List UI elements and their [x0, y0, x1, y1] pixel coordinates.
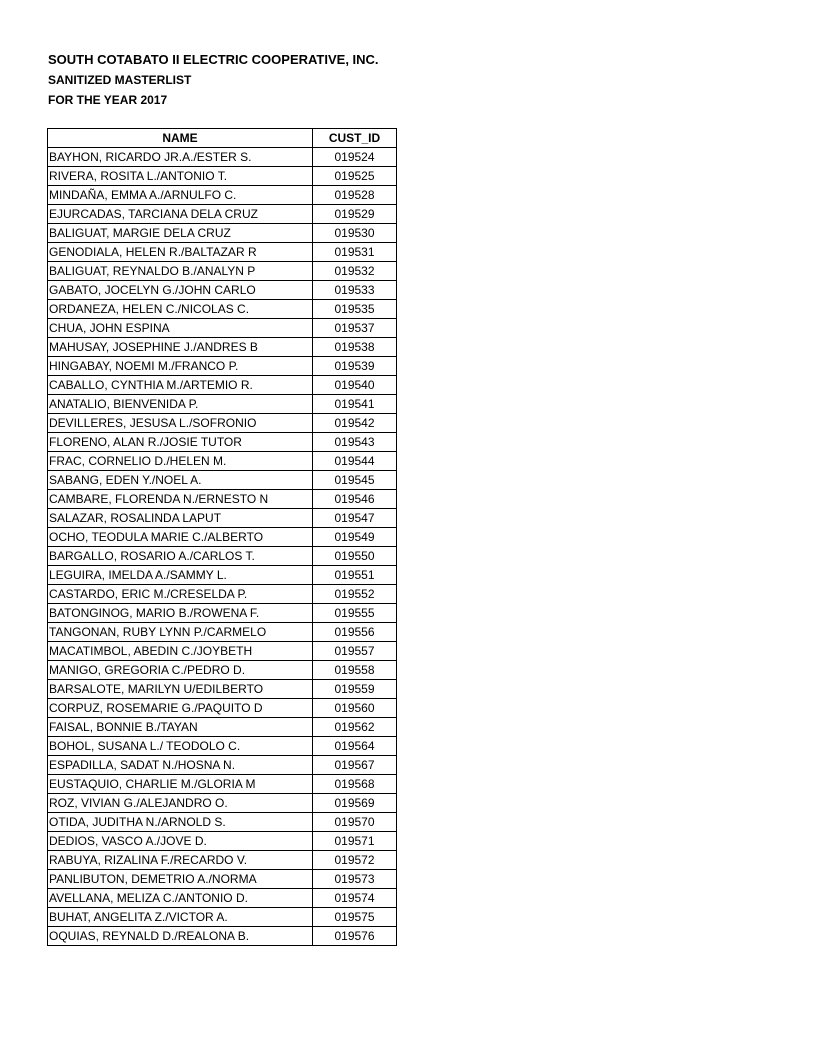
document-subtitle: SANITIZED MASTERLIST: [48, 73, 192, 87]
customer-name-cell: BATONGINOG, MARIO B./ROWENA F.: [48, 604, 313, 623]
customer-id-cell: 019540: [313, 376, 397, 395]
customer-id-cell: 019558: [313, 661, 397, 680]
table-row: [48, 262, 397, 281]
customer-name-cell: ANATALIO, BIENVENIDA P.: [48, 395, 313, 414]
table-row: [48, 471, 397, 490]
table-row: [48, 205, 397, 224]
customer-id-cell: 019572: [313, 851, 397, 870]
table-row: [48, 832, 397, 851]
column-header-cust-id: CUST_ID: [313, 129, 397, 148]
customer-id-cell: 019550: [313, 547, 397, 566]
customer-id-cell: 019574: [313, 889, 397, 908]
table-row: [48, 243, 397, 262]
customer-name-cell: SABANG, EDEN Y./NOEL A.: [48, 471, 313, 490]
customer-name-cell: RIVERA, ROSITA L./ANTONIO T.: [48, 167, 313, 186]
column-header-name: NAME: [48, 129, 313, 148]
customer-name-cell: EJURCADAS, TARCIANA DELA CRUZ: [48, 205, 313, 224]
table-row: [48, 224, 397, 243]
customer-name-cell: GABATO, JOCELYN G./JOHN CARLO: [48, 281, 313, 300]
table-row: [48, 281, 397, 300]
table-row: [48, 566, 397, 585]
customer-name-cell: BALIGUAT, MARGIE DELA CRUZ: [48, 224, 313, 243]
customer-name-cell: CAMBARE, FLORENDA N./ERNESTO N: [48, 490, 313, 509]
customer-id-cell: 019545: [313, 471, 397, 490]
customer-id-cell: 019576: [313, 927, 397, 946]
customer-name-cell: BOHOL, SUSANA L./ TEODOLO C.: [48, 737, 313, 756]
customer-id-cell: 019569: [313, 794, 397, 813]
table-row: [48, 623, 397, 642]
table-row: [48, 889, 397, 908]
document-header: [48, 50, 379, 110]
table-row: [48, 186, 397, 205]
customer-id-cell: 019530: [313, 224, 397, 243]
table-row: [48, 414, 397, 433]
table-row: [48, 167, 397, 186]
customer-name-cell: FRAC, CORNELIO D./HELEN M.: [48, 452, 313, 471]
table-row: [48, 376, 397, 395]
table-row: [48, 604, 397, 623]
customer-id-cell: 019559: [313, 680, 397, 699]
customer-id-cell: 019573: [313, 870, 397, 889]
customer-name-cell: OTIDA, JUDITHA N./ARNOLD S.: [48, 813, 313, 832]
customer-name-cell: LEGUIRA, IMELDA A./SAMMY L.: [48, 566, 313, 585]
table-row: [48, 718, 397, 737]
customer-name-cell: DEVILLERES, JESUSA L./SOFRONIO: [48, 414, 313, 433]
table-row: [48, 433, 397, 452]
customer-name-cell: CORPUZ, ROSEMARIE G./PAQUITO D: [48, 699, 313, 718]
customer-id-cell: 019531: [313, 243, 397, 262]
table-row: [48, 756, 397, 775]
table-row: [48, 585, 397, 604]
customer-name-cell: MINDAÑA, EMMA A./ARNULFO C.: [48, 186, 313, 205]
table-row: [48, 338, 397, 357]
customer-id-cell: 019528: [313, 186, 397, 205]
customer-name-cell: FLORENO, ALAN R./JOSIE TUTOR: [48, 433, 313, 452]
customer-id-cell: 019551: [313, 566, 397, 585]
customer-name-cell: BUHAT, ANGELITA Z./VICTOR A.: [48, 908, 313, 927]
table-row: [48, 642, 397, 661]
customer-name-cell: FAISAL, BONNIE B./TAYAN: [48, 718, 313, 737]
customer-id-cell: 019544: [313, 452, 397, 471]
table-row: [48, 680, 397, 699]
customer-id-cell: 019539: [313, 357, 397, 376]
customer-name-cell: TANGONAN, RUBY LYNN P./CARMELO: [48, 623, 313, 642]
customer-name-cell: BARGALLO, ROSARIO A./CARLOS T.: [48, 547, 313, 566]
customer-id-cell: 019541: [313, 395, 397, 414]
table-row: [48, 357, 397, 376]
customer-id-cell: 019564: [313, 737, 397, 756]
customer-id-cell: 019555: [313, 604, 397, 623]
table-row: [48, 490, 397, 509]
customer-name-cell: CHUA, JOHN ESPINA: [48, 319, 313, 338]
customer-name-cell: EUSTAQUIO, CHARLIE M./GLORIA M: [48, 775, 313, 794]
customer-name-cell: PANLIBUTON, DEMETRIO A./NORMA: [48, 870, 313, 889]
table-row: [48, 813, 397, 832]
table-row: [48, 509, 397, 528]
customer-name-cell: HINGABAY, NOEMI M./FRANCO P.: [48, 357, 313, 376]
masterlist-table: [47, 128, 397, 946]
table-body: [48, 148, 397, 946]
table-row: [48, 737, 397, 756]
customer-id-cell: 019525: [313, 167, 397, 186]
table-row: [48, 870, 397, 889]
customer-id-cell: 019537: [313, 319, 397, 338]
customer-name-cell: MANIGO, GREGORIA C./PEDRO D.: [48, 661, 313, 680]
customer-id-cell: 019552: [313, 585, 397, 604]
customer-name-cell: AVELLANA, MELIZA C./ANTONIO D.: [48, 889, 313, 908]
customer-name-cell: BARSALOTE, MARILYN U/EDILBERTO: [48, 680, 313, 699]
customer-name-cell: MAHUSAY, JOSEPHINE J./ANDRES B: [48, 338, 313, 357]
customer-id-cell: 019568: [313, 775, 397, 794]
table-row: [48, 699, 397, 718]
customer-name-cell: BAYHON, RICARDO JR.A./ESTER S.: [48, 148, 313, 167]
customer-id-cell: 019546: [313, 490, 397, 509]
table-row: [48, 528, 397, 547]
customer-name-cell: ROZ, VIVIAN G./ALEJANDRO O.: [48, 794, 313, 813]
table-header-row: [48, 129, 397, 148]
table-row: [48, 661, 397, 680]
customer-name-cell: ESPADILLA, SADAT N./HOSNA N.: [48, 756, 313, 775]
customer-id-cell: 019532: [313, 262, 397, 281]
customer-name-cell: ORDANEZA, HELEN C./NICOLAS C.: [48, 300, 313, 319]
customer-id-cell: 019562: [313, 718, 397, 737]
table-row: [48, 775, 397, 794]
customer-name-cell: GENODIALA, HELEN R./BALTAZAR R: [48, 243, 313, 262]
customer-id-cell: 019570: [313, 813, 397, 832]
table-row: [48, 851, 397, 870]
document-period: FOR THE YEAR 2017: [48, 93, 168, 107]
customer-id-cell: 019571: [313, 832, 397, 851]
customer-id-cell: 019535: [313, 300, 397, 319]
table-row: [48, 300, 397, 319]
customer-id-cell: 019543: [313, 433, 397, 452]
customer-id-cell: 019533: [313, 281, 397, 300]
customer-id-cell: 019549: [313, 528, 397, 547]
customer-name-cell: CASTARDO, ERIC M./CRESELDA P.: [48, 585, 313, 604]
customer-id-cell: 019556: [313, 623, 397, 642]
table-row: [48, 452, 397, 471]
table-row: [48, 395, 397, 414]
customer-name-cell: RABUYA, RIZALINA F./RECARDO V.: [48, 851, 313, 870]
customer-id-cell: 019547: [313, 509, 397, 528]
customer-id-cell: 019538: [313, 338, 397, 357]
table-row: [48, 927, 397, 946]
table-row: [48, 794, 397, 813]
customer-id-cell: 019542: [313, 414, 397, 433]
customer-name-cell: DEDIOS, VASCO A./JOVE D.: [48, 832, 313, 851]
table-row: [48, 148, 397, 167]
table-row: [48, 908, 397, 927]
customer-name-cell: SALAZAR, ROSALINDA LAPUT: [48, 509, 313, 528]
customer-id-cell: 019557: [313, 642, 397, 661]
customer-id-cell: 019560: [313, 699, 397, 718]
customer-id-cell: 019567: [313, 756, 397, 775]
customer-name-cell: MACATIMBOL, ABEDIN C./JOYBETH: [48, 642, 313, 661]
customer-name-cell: OQUIAS, REYNALD D./REALONA B.: [48, 927, 313, 946]
customer-id-cell: 019575: [313, 908, 397, 927]
customer-id-cell: 019529: [313, 205, 397, 224]
customer-name-cell: CABALLO, CYNTHIA M./ARTEMIO R.: [48, 376, 313, 395]
customer-name-cell: BALIGUAT, REYNALDO B./ANALYN P: [48, 262, 313, 281]
customer-id-cell: 019524: [313, 148, 397, 167]
table-row: [48, 547, 397, 566]
organization-title: SOUTH COTABATO II ELECTRIC COOPERATIVE, INC.: [48, 52, 379, 67]
table-row: [48, 319, 397, 338]
customer-name-cell: OCHO, TEODULA MARIE C./ALBERTO: [48, 528, 313, 547]
